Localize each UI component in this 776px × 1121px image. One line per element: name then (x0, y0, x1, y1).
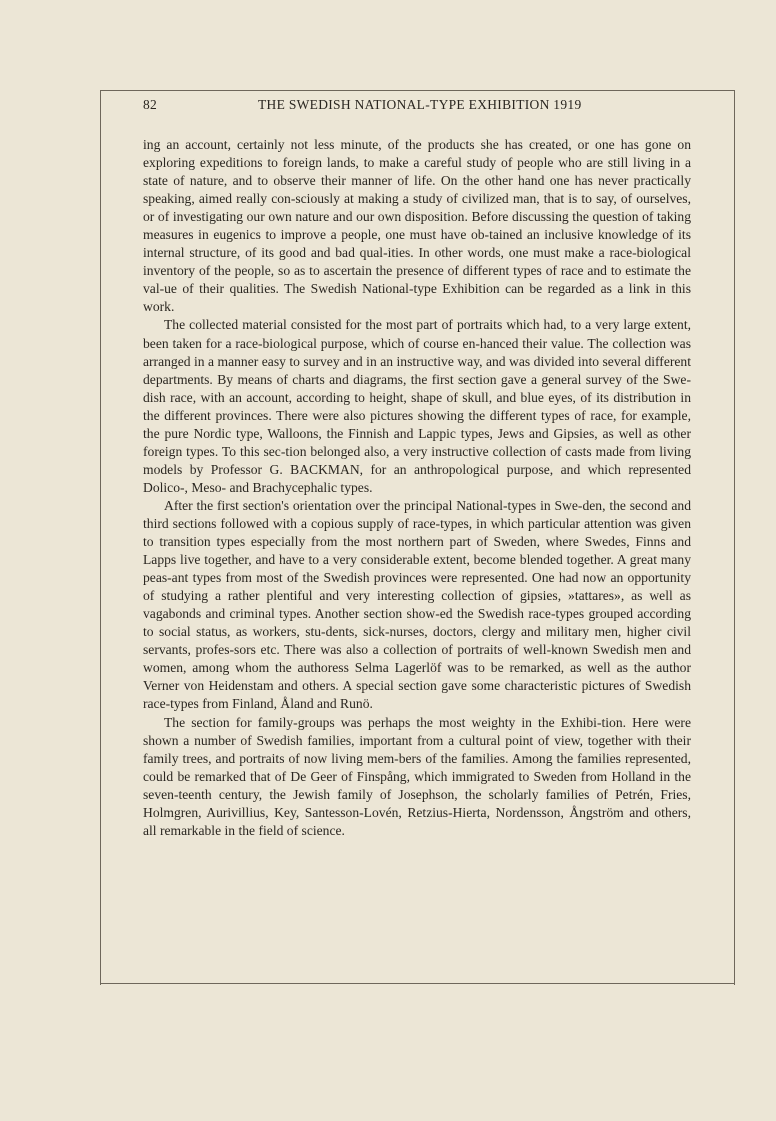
paragraph: ing an account, certainly not less minute, of the products she has created, or one has gone on exploring expeditions to foreign lands, to make a careful study of people who are still living in a state of nature, and to observe their manner of life. On the other hand one has never practically speaking, aimed really con-sciously at making a study of civilized man, that is to say, of ourselves, or of investigating our own nature and our own disposition. Before discussing the question of taking measures in eugenics to improve a people, one must have ob-tained an inclusive knowledge of its internal structure, of its good and bad qual-ities. In other words, one must make a race-biological inventory of the people, so as to ascertain the presence of different types of race and to estimate the val-ue of their qualities. The Swedish National-type Exhibition can be regarded as a link in this work. (143, 137, 691, 315)
frame-right-rule (734, 90, 735, 985)
frame-bottom-rule (100, 983, 735, 984)
body-text (143, 136, 691, 840)
frame-top-rule (100, 90, 735, 91)
page-number: 82 (143, 97, 158, 112)
running-title: THE SWEDISH NATIONAL-TYPE EXHIBITION 1919 (258, 97, 582, 112)
paragraph: After the first section's orientation over the principal National-types in Swe-den, the second and third sections followed with a copious supply of race-types, in which particular attention was given to transition types especially from the most northern part of Sweden, where Swedes, Finns and Lapps live together, and have to a very considerable extent, become blended together. A great many peas-ant types from most of the Swedish provinces were represented. One had now an opportunity of studying a rather plentiful and very interesting collection of gipsies, »tattares», as well as vagabonds and criminal types. Another section show-ed the Swedish race-types grouped according to social status, as workers, stu-dents, sick-nurses, doctors, clergy and military men, higher civil servants, profes-sors etc. There was also a collection of portraits of well-known Swedish men and women, among whom the authoress Selma Lagerlöf was to be remarked, as well as the author Verner von Heidenstam and others. A special section gave some characteristic pictures of Swedish race-types from Finland, Åland and Runö. (143, 497, 691, 712)
frame-left-rule (100, 90, 101, 985)
paragraph: The collected material consisted for the most part of portraits which had, to a very large extent, been taken for a race-biological purpose, which of course en-hanced their value. The collection was arranged in a manner easy to survey and in an instructive way, and was divided into several different departments. By means of charts and diagrams, the first section gave a general survey of the Swe-dish race, with an account, according to height, shape of skull, and blue eyes, of its distribution in the different provinces. There were also pictures showing the different types of race, for example, the pure Nordic type, Walloons, the Finnish and Lappic types, Jews and Gipsies, as well as other foreign types. To this sec-tion belonged also, a very instructive collection of casts made from living models by Professor G. BACKMAN, for an anthropological purpose, and which represented Dolico-, Meso- and Brachycephalic types. (143, 317, 691, 495)
paragraph: The section for family-groups was perhaps the most weighty in the Exhibi-tion. Here were shown a number of Swedish families, important from a cultural point of view, together with their family trees, and portraits of now living mem-bers of the families. Among the families represented, could be remarked that of De Geer of Finspång, which immigrated to Sweden from Holland in the seven-teenth century, the Jewish family of Josephson, the scholarly families of Petrén, Fries, Holmgren, Aurivillius, Key, Santesson-Lovén, Retzius-Hierta, Nordensson, Ångström and others, all remarkable in the field of science. (143, 714, 691, 838)
